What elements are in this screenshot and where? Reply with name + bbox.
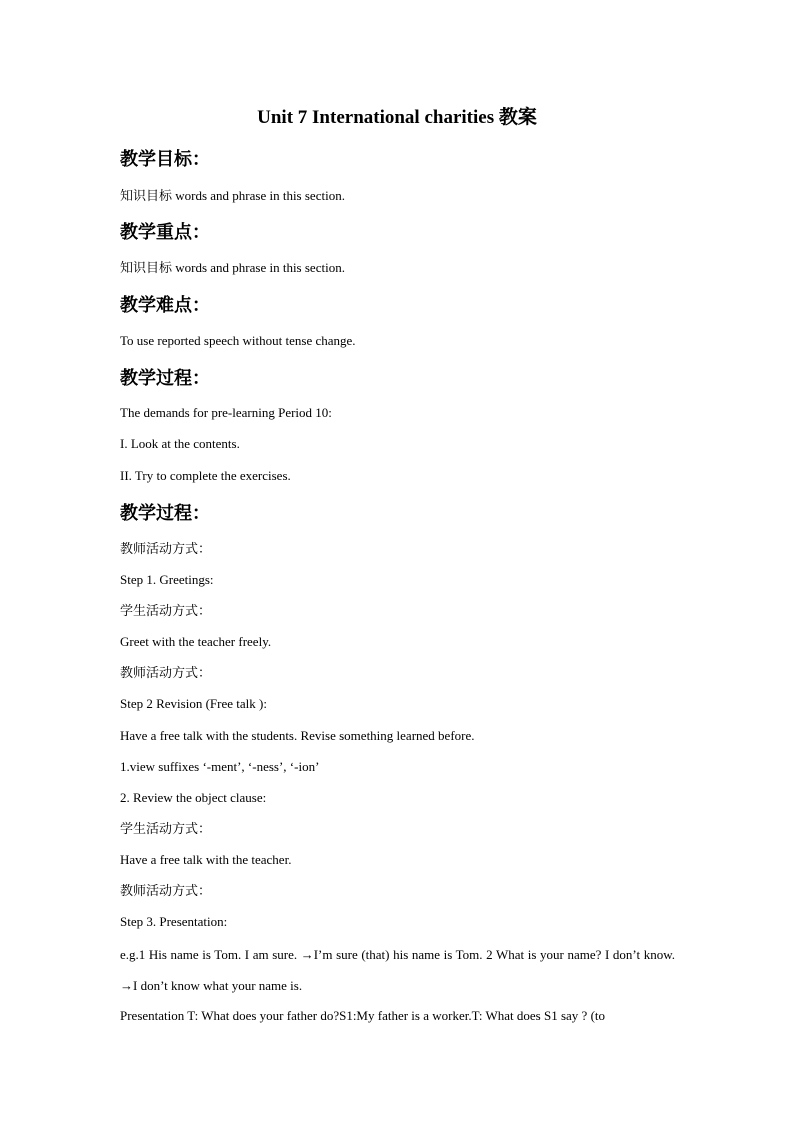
teaching-key-text: 知识目标 words and phrase in this section. — [120, 260, 345, 275]
teaching-difficulty-text: To use reported speech without tense change. — [120, 333, 356, 348]
teaching-key-heading: 教学重点： — [120, 222, 210, 242]
step-line: Have a free talk with the students. Revise something learned before. — [120, 728, 475, 743]
teaching-process-heading: 教学过程： — [120, 368, 210, 388]
step-line: Step 1. Greetings: — [120, 572, 214, 587]
step-line: Step 3. Presentation: — [120, 914, 228, 929]
teaching-difficulty-heading: 教学难点： — [120, 295, 210, 315]
step-line: 学生活动方式： — [120, 603, 212, 618]
teaching-goal-text: 知识目标 words and phrase in this section. — [120, 188, 345, 203]
teaching-goal-heading: 教学目标： — [120, 149, 210, 169]
step-line: 教师活动方式： — [120, 665, 212, 680]
step-line: 教师活动方式： — [120, 883, 212, 898]
step-line: 2. Review the object clause: — [120, 790, 267, 805]
step-line: 学生活动方式： — [120, 821, 212, 836]
teaching-process-heading: 教学过程： — [120, 503, 210, 523]
document-title: Unit 7 International charities 教案 — [257, 107, 537, 128]
step-line: 教师活动方式： — [120, 541, 212, 556]
pre-learning-line: II. Try to complete the exercises. — [120, 468, 291, 483]
example-paragraph: e.g.1 His name is Tom. I am sure. →I’m sure (that) his name is Tom. 2 What is your name? I don’t know. →I don’t know what your name is. — [120, 947, 675, 993]
step-line: Greet with the teacher freely. — [120, 634, 272, 649]
step-line: 1.view suffixes ‘-ment’, ‘-ness’, ‘-ion’ — [120, 759, 320, 774]
presentation-paragraph: Presentation T: What does your father do?S1:My father is a worker.T: What does S1 say ? (to — [120, 1008, 606, 1023]
step-line: Step 2 Revision (Free talk ): — [120, 696, 267, 711]
step-line: Have a free talk with the teacher. — [120, 852, 292, 867]
pre-learning-line: I. Look at the contents. — [120, 436, 240, 451]
pre-learning-line: The demands for pre-learning Period 10: — [120, 405, 332, 420]
